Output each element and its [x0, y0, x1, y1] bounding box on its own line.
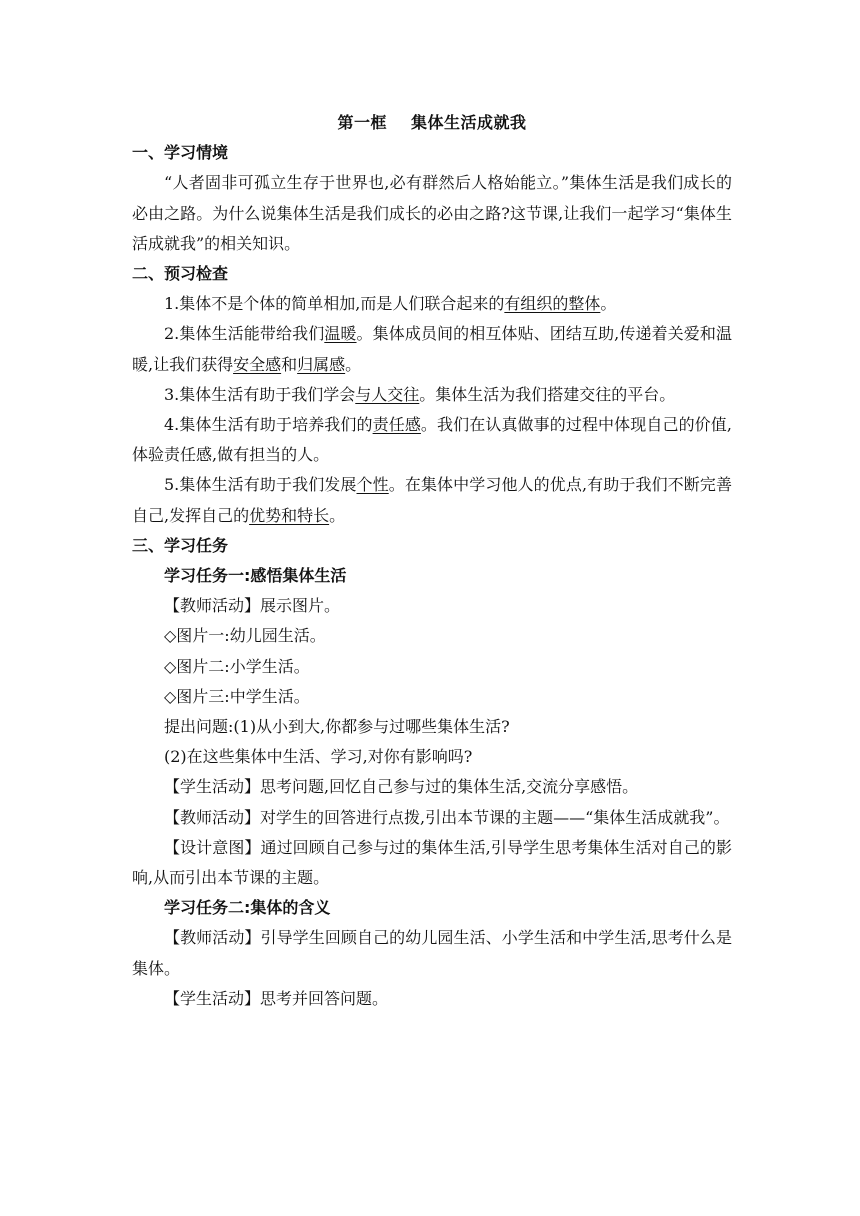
preview-item-2-answer-2: 安全感	[233, 354, 282, 374]
task-1-question-2: (2)在这些集体中生活、学习,对你有影响吗?	[164, 747, 473, 767]
task-2-student-activity: 【学生活动】思考并回答问题。	[164, 988, 389, 1008]
task-1-teacher-activity-2: 【教师活动】对学生的回答进行点拨,引出本节课的主题——“集体生活成就我”。	[164, 807, 730, 827]
preview-item-3-text: 3.集体生活有助于我们学会	[164, 384, 356, 404]
preview-item-1-answer: 有组织的整体	[504, 294, 601, 314]
preview-item-5-answer-1: 个性	[356, 475, 389, 495]
section-heading-learning-context: 一、学习情境	[132, 143, 229, 163]
section-heading-preview-check: 二、预习检查	[132, 264, 229, 284]
preview-item-4-end: 。我们在认真做事的过程中体现自己的价值,体验责任感,做有担当的人。	[132, 415, 732, 465]
preview-item-2-text: 2.集体生活能带给我们	[164, 324, 325, 344]
preview-item-5-end: 。	[329, 505, 346, 525]
preview-item-1	[132, 289, 732, 319]
title-part2: 集体生活成就我	[411, 113, 527, 132]
preview-item-2-text-3: 和	[281, 354, 298, 374]
learning-context-paragraph: “人者固非可孤立生存于世界也,必有群然后人格始能立。”集体生活是我们成长的必由之路。为什么说集体生活是我们成长的必由之路?这节课,让我们一起学习“集体生活成就我”的相关知识。	[132, 173, 732, 253]
task-2-teacher-activity: 【教师活动】引导学生回顾自己的幼儿园生活、小学生活和中学生活,思考什么是集体。	[132, 928, 732, 978]
preview-item-5-text-2: 。在集体中学习他人的优点,有助于我们不断完善自己,发挥自己的	[132, 475, 732, 525]
preview-item-5-text: 5.集体生活有助于我们发展	[164, 475, 357, 495]
task-1-design-intent: 【设计意图】通过回顾自己参与过的集体生活,引导学生思考集体生活对自己的影响,从而引出本节课的主题。	[132, 837, 732, 888]
preview-item-2	[132, 319, 732, 379]
title-part1: 第一框	[337, 113, 387, 132]
task-2-heading: 学习任务二:集体的含义	[164, 898, 331, 918]
preview-item-3	[132, 380, 732, 410]
preview-item-2-answer-3: 归属感	[297, 354, 346, 374]
task-1-heading: 学习任务一:感悟集体生活	[164, 566, 347, 586]
preview-item-4-answer: 责任感	[372, 415, 421, 435]
preview-item-1-text: 1.集体不是个体的简单相加,而是人们联合起来的	[164, 294, 505, 314]
task-1-student-activity: 【学生活动】思考问题,回忆自己参与过的集体生活,交流分享感悟。	[164, 777, 639, 797]
task-1-teacher-activity: 【教师活动】展示图片。	[164, 596, 341, 616]
task-1-picture-1: ◇图片一:幼儿园生活。	[164, 626, 326, 646]
preview-item-4	[132, 410, 732, 470]
preview-item-2-end: 。	[345, 354, 362, 374]
preview-item-3-end: 。集体生活为我们搭建交往的平台。	[419, 384, 676, 404]
document-page	[132, 108, 732, 1014]
preview-item-2-text-2: 。集体成员间的相互体贴、团结互助,传递着关爱和温暖,让我们获得	[132, 324, 732, 374]
section-heading-learning-tasks: 三、学习任务	[132, 535, 229, 555]
preview-item-2-answer-1: 温暖	[324, 324, 357, 344]
preview-item-1-end: 。	[600, 294, 617, 314]
task-1-picture-2: ◇图片二:小学生活。	[164, 656, 310, 676]
task-1-question-1: 提出问题:(1)从小到大,你都参与过哪些集体生活?	[164, 717, 510, 737]
page-title	[132, 108, 732, 138]
preview-item-4-text: 4.集体生活有助于培养我们的	[164, 415, 373, 435]
task-1-picture-3: ◇图片三:中学生活。	[164, 686, 310, 706]
preview-item-3-answer: 与人交往	[355, 384, 420, 404]
preview-item-5-answer-2: 优势和特长	[249, 505, 330, 525]
preview-item-5	[132, 470, 732, 530]
